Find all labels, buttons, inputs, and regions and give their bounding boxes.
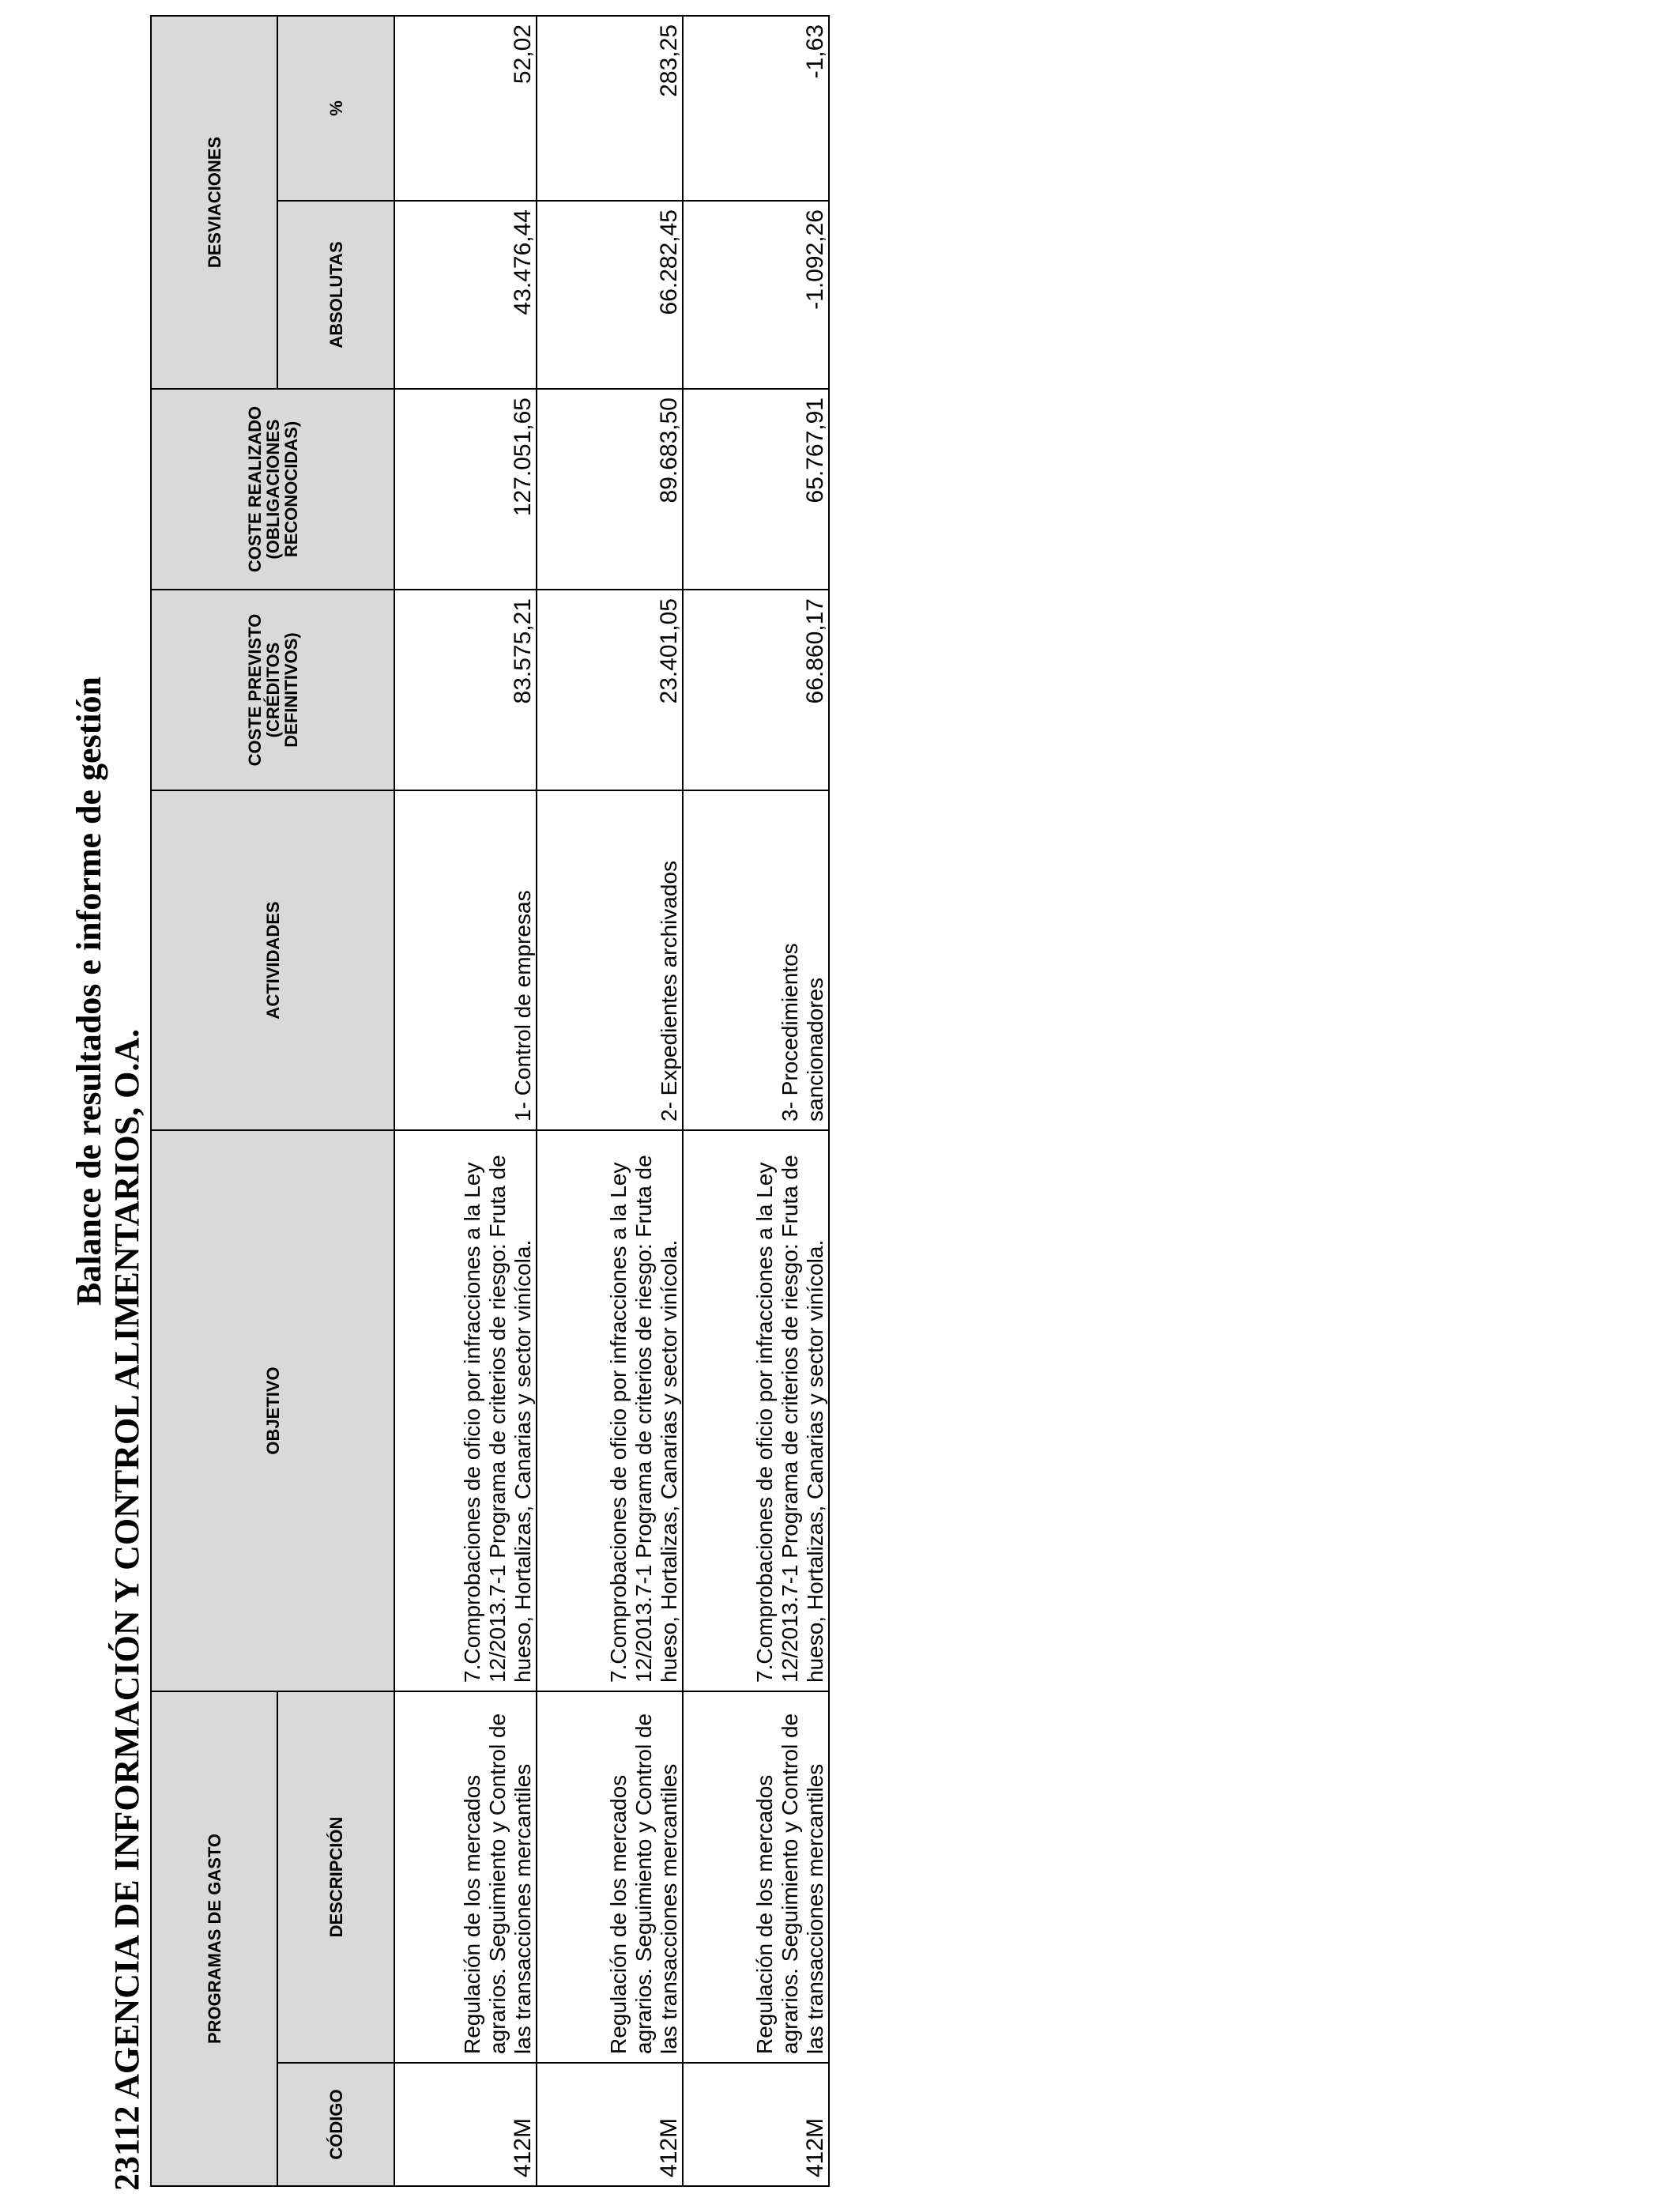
actividad-cell: 3- Procedimientos sancionadores xyxy=(683,790,829,1130)
codigo-cell: 412M xyxy=(394,2063,537,2186)
header-desviaciones: DESVIACIONES xyxy=(151,16,277,389)
coste-previsto-cell: 23.401,05 xyxy=(537,590,683,790)
descripcion-cell: Regulación de los mercados agrarios. Seguimiento y Control de las transacciones mercantiles xyxy=(394,1691,537,2063)
header-coste-realizado: COSTE REALIZADO (OBLIGACIONES RECONOCIDAS) xyxy=(151,389,394,590)
header-absolutas: ABSOLUTAS xyxy=(277,201,394,389)
table-row xyxy=(537,16,683,2186)
table-row xyxy=(683,16,829,2186)
descripcion-cell: Regulación de los mercados agrarios. Seguimiento y Control de las transacciones mercantiles xyxy=(537,1691,683,2063)
header-actividades: ACTIVIDADES xyxy=(151,790,394,1130)
codigo-cell: 412M xyxy=(683,2063,829,2186)
porcentaje-cell: 52,02 xyxy=(394,16,537,201)
coste-realizado-cell: 127.051,65 xyxy=(394,389,537,590)
header-codigo: CÓDIGO xyxy=(277,2063,394,2186)
absolutas-cell: 66.282,45 xyxy=(537,201,683,389)
coste-realizado-cell: 65.767,91 xyxy=(683,389,829,590)
header-programas: PROGRAMAS DE GASTO xyxy=(151,1691,277,2186)
codigo-cell: 412M xyxy=(537,2063,683,2186)
coste-realizado-cell: 89.683,50 xyxy=(537,389,683,590)
actividad-cell: 2- Expedientes archivados xyxy=(537,790,683,1130)
objetivo-cell: 7.Comprobaciones de oficio por infracciones a la Ley 12/2013.7-1 Programa de criterios de riesgo: Fruta de hueso, Hortalizas, Canarias y sector vinícola. xyxy=(394,1130,537,1691)
table-row xyxy=(394,16,537,2186)
objetivo-cell: 7.Comprobaciones de oficio por infracciones a la Ley 12/2013.7-1 Programa de criterios de riesgo: Fruta de hueso, Hortalizas, Canarias y sector vinícola. xyxy=(683,1130,829,1691)
absolutas-cell: 43.476,44 xyxy=(394,201,537,389)
objetivo-cell: 7.Comprobaciones de oficio por infracciones a la Ley 12/2013.7-1 Programa de criterios de riesgo: Fruta de hueso, Hortalizas, Canarias y sector vinícola. xyxy=(537,1130,683,1691)
header-row-1 xyxy=(151,16,277,2186)
coste-previsto-cell: 66.860,17 xyxy=(683,590,829,790)
descripcion-cell: Regulación de los mercados agrarios. Seguimiento y Control de las transacciones mercantiles xyxy=(683,1691,829,2063)
results-table xyxy=(150,15,830,2187)
actividad-cell: 1- Control de empresas xyxy=(394,790,537,1130)
porcentaje-cell: -1,63 xyxy=(683,16,829,201)
header-porcentaje: % xyxy=(277,16,394,201)
header-objetivo: OBJETIVO xyxy=(151,1130,394,1691)
report-title: Balance de resultados e informe de gestión xyxy=(70,676,108,1306)
header-descripcion: DESCRIPCIÓN xyxy=(277,1691,394,2063)
porcentaje-cell: 283,25 xyxy=(537,16,683,201)
agency-title: 23112 AGENCIA DE INFORMACIÓN Y CONTROL ALIMENTARIOS, O.A. xyxy=(107,1028,146,2191)
coste-previsto-cell: 83.575,21 xyxy=(394,590,537,790)
absolutas-cell: -1.092,26 xyxy=(683,201,829,389)
header-coste-previsto: COSTE PREVISTO (CRÉDITOS DEFINITIVOS) xyxy=(151,590,394,790)
